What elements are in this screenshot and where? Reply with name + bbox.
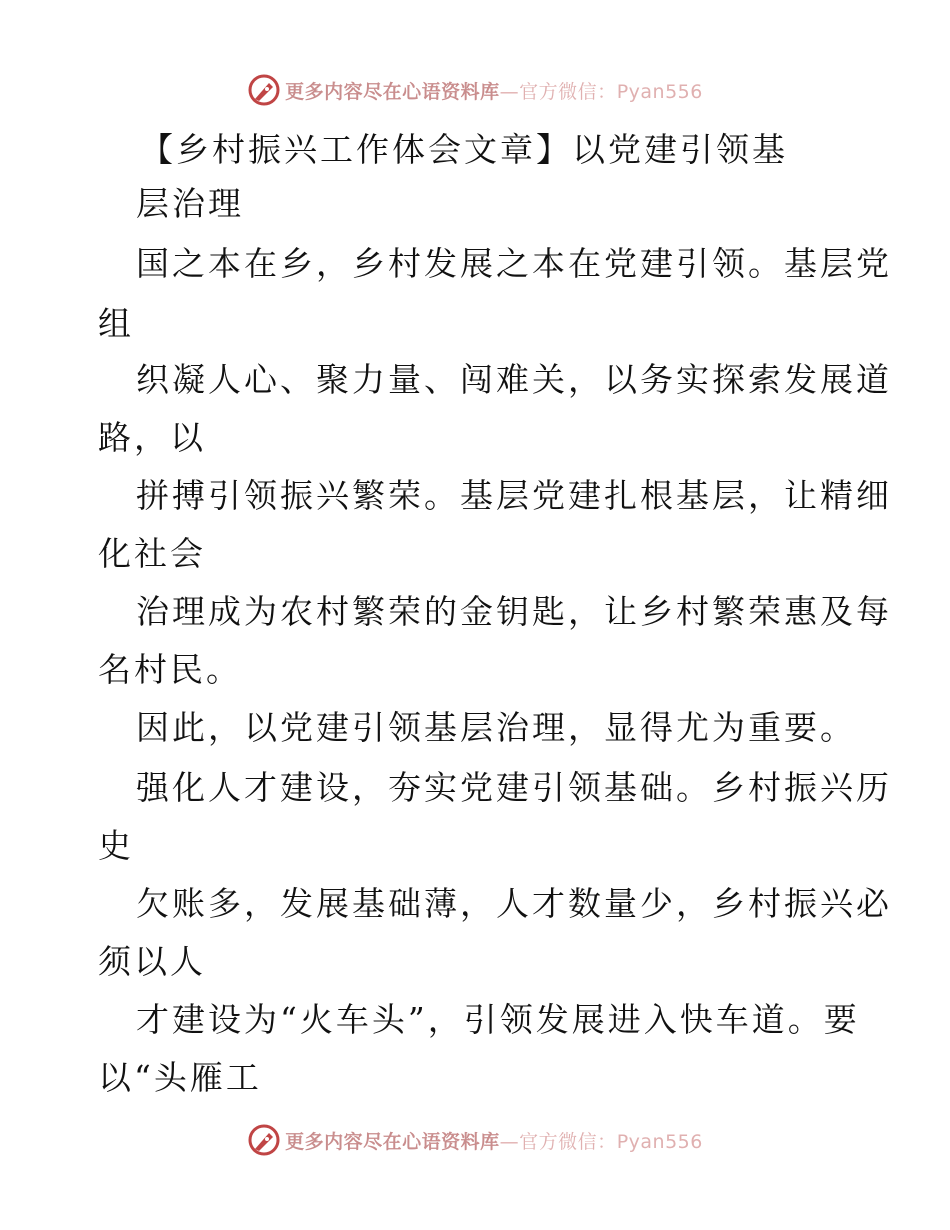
pen-nib-logo-icon [247,1123,281,1157]
text-line: 拼搏引领振兴繁荣。基层党建扎根基层，让精细 [136,476,892,515]
watermark-text: 更多内容尽在心语资料库—官方微信：Pyan556 [285,1130,703,1153]
text-line: 因此，以党建引领基层治理，显得尤为重要。 [136,708,856,747]
text-line: 以“头雁工 [98,1058,262,1097]
footer-watermark [0,1120,950,1160]
text-line: 国之本在乡，乡村发展之本在党建引领。基层党 [136,244,892,283]
text-line: 化社会 [98,534,206,573]
text-line: 须以人 [98,942,206,981]
pen-nib-logo-icon [247,73,281,107]
text-line: 强化人才建设，夯实党建引领基础。乡村振兴历 [136,768,892,807]
text-line: 组 [98,304,134,343]
watermark-text: 更多内容尽在心语资料库—官方微信：Pyan556 [285,80,703,103]
title-line-2: 层治理 [136,184,244,223]
title-line-1: 【乡村振兴工作体会文章】以党建引领基 [140,130,788,169]
text-line: 路，以 [98,418,206,457]
header-watermark [0,70,950,110]
text-line: 才建设为“火车头”，引领发展进入快车道。要 [136,1000,860,1039]
text-line: 治理成为农村繁荣的金钥匙，让乡村繁荣惠及每 [136,592,892,631]
text-line: 织凝人心、聚力量、闯难关，以务实探索发展道 [136,360,892,399]
text-line: 史 [98,826,134,865]
text-line: 欠账多，发展基础薄，人才数量少，乡村振兴必 [136,884,892,923]
text-line: 名村民。 [98,650,242,689]
